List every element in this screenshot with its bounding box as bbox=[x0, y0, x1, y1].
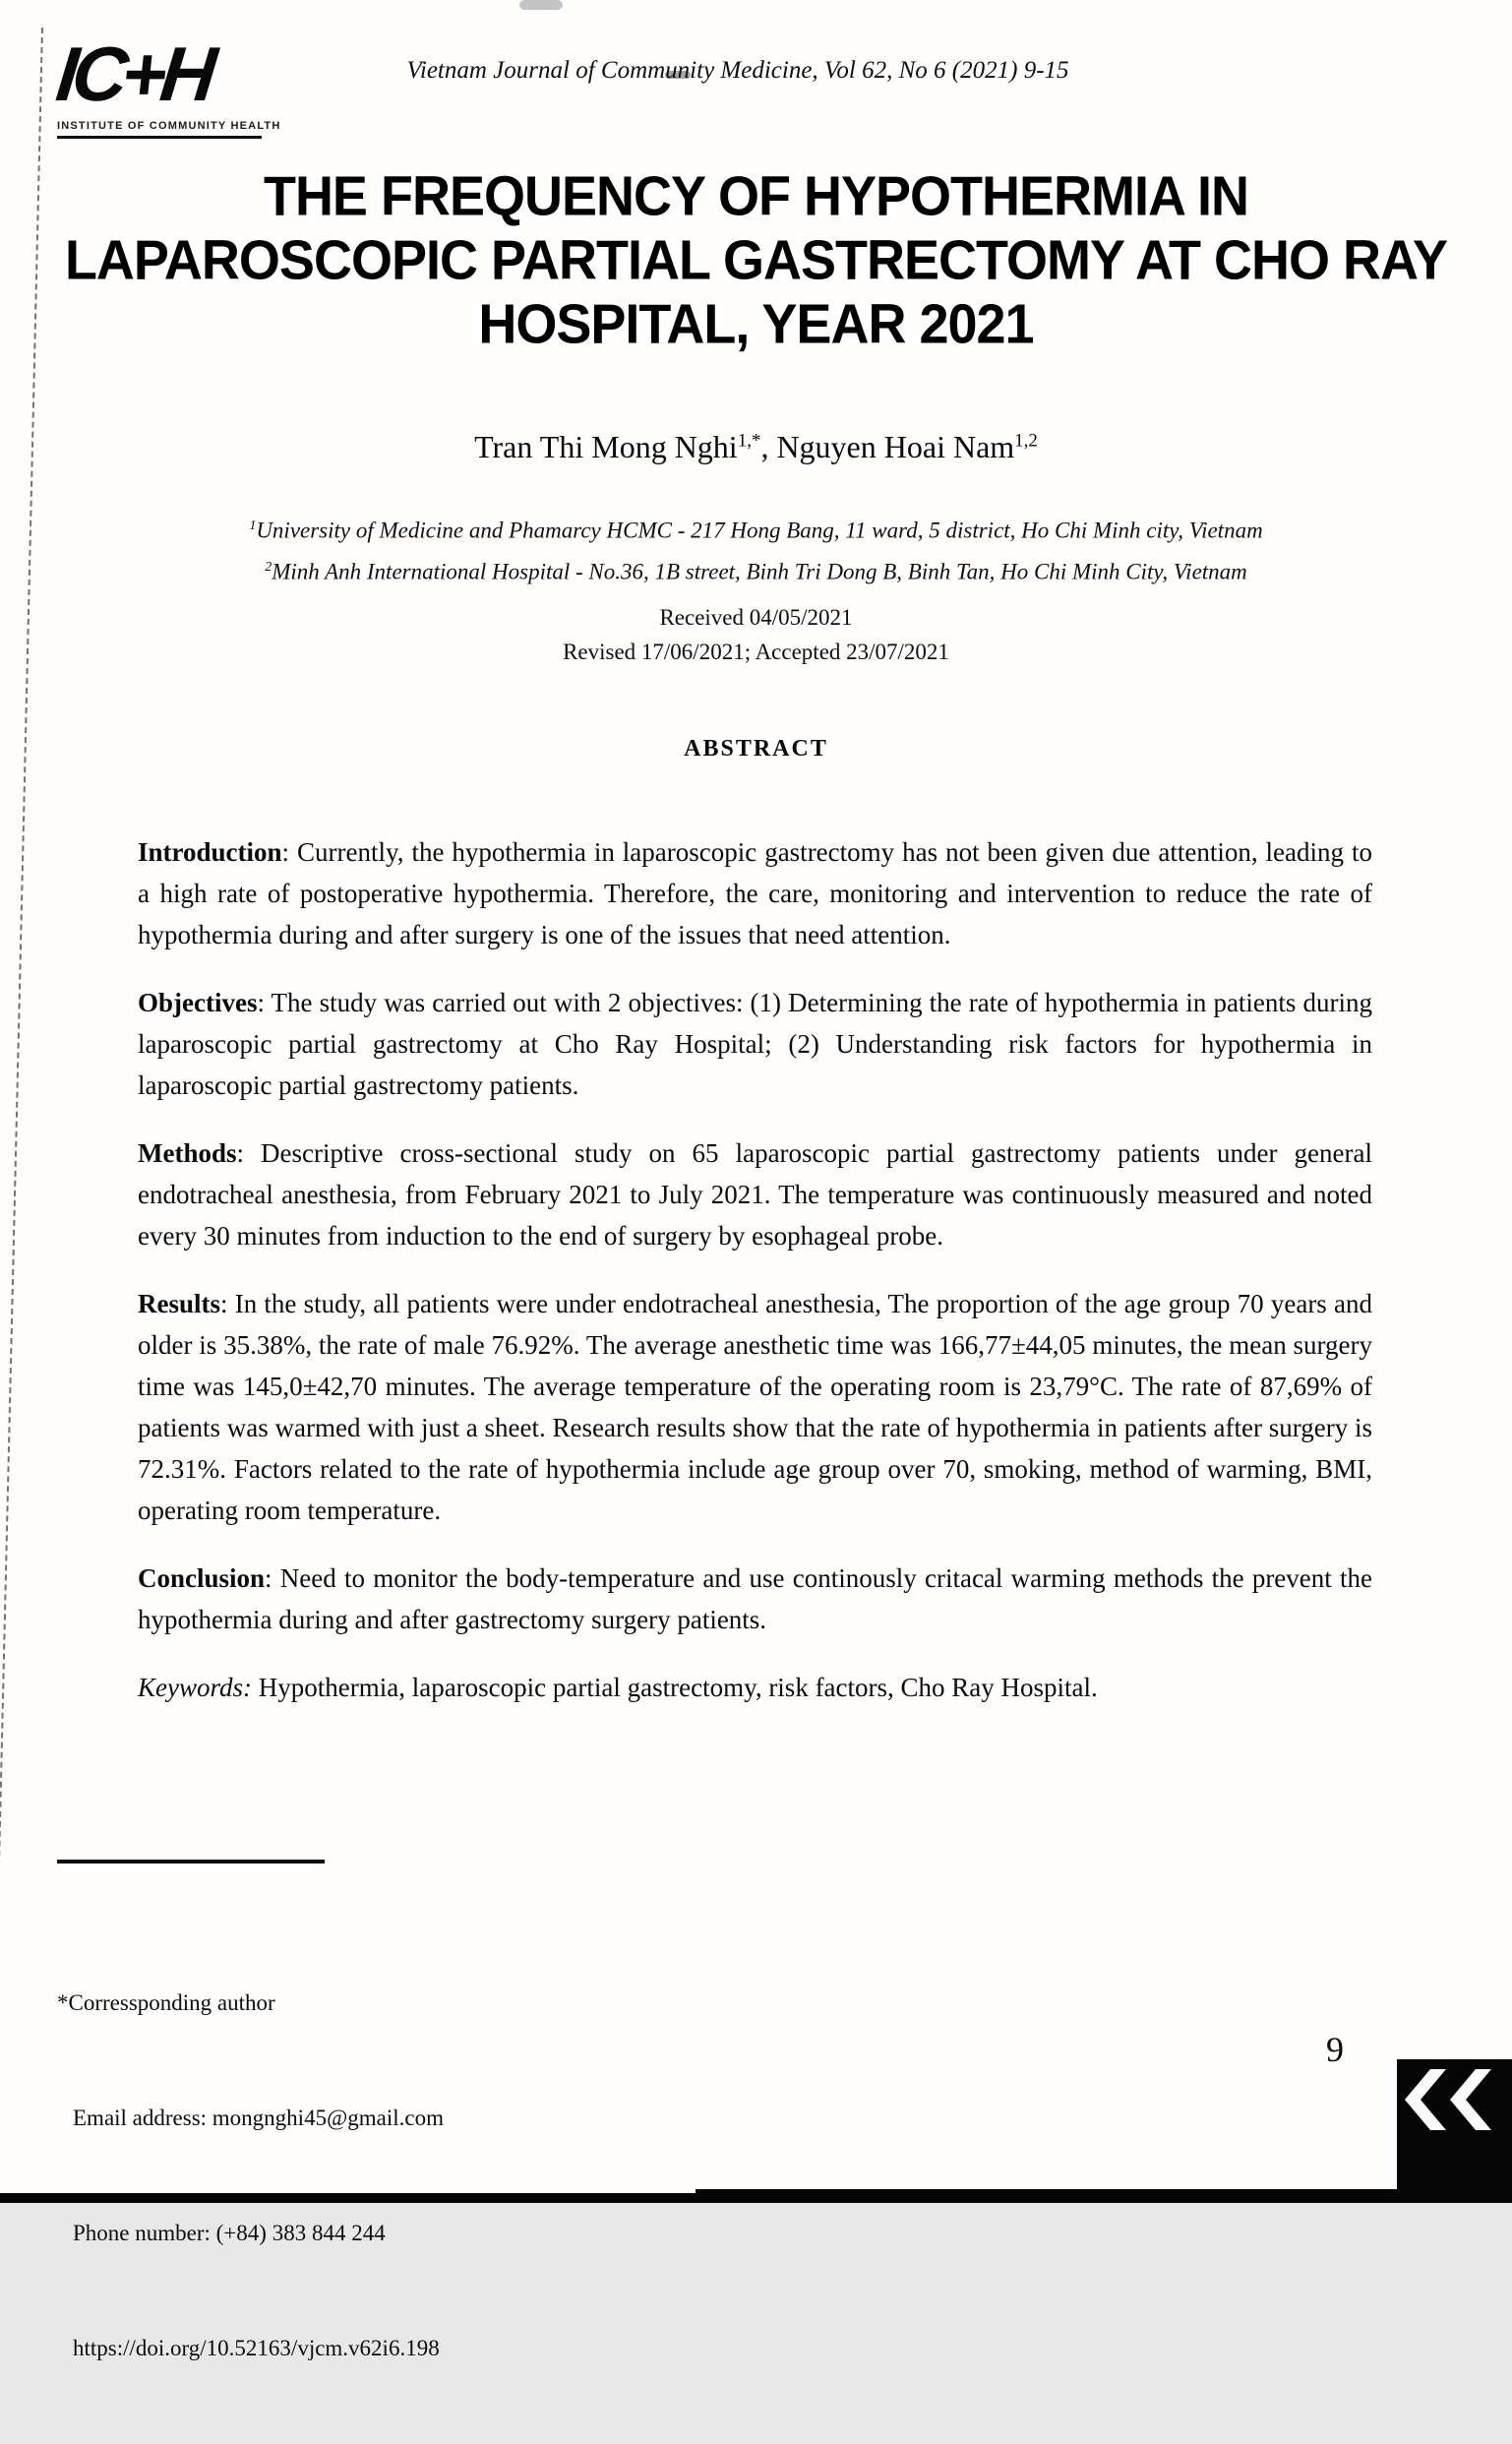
section-introduction-label: Introduction bbox=[138, 837, 282, 867]
author-2-superscript: 1,2 bbox=[1014, 430, 1038, 452]
email-note: Email address: mongnghi45@gmail.com bbox=[73, 2106, 444, 2130]
journal-logo bbox=[52, 31, 303, 139]
footnote-rule bbox=[57, 1860, 325, 1864]
corner-nav-box bbox=[1397, 2059, 1512, 2189]
chevrons-left-icon bbox=[1405, 2065, 1507, 2138]
section-methods-label: Methods bbox=[138, 1138, 237, 1168]
page-number: 9 bbox=[1326, 2030, 1344, 2069]
article-dates bbox=[0, 600, 1512, 669]
logo-underline bbox=[57, 136, 262, 139]
section-objectives-label: Objectives bbox=[138, 988, 258, 1017]
scan-smudge bbox=[519, 0, 563, 10]
page-bottom-bar bbox=[0, 2193, 1512, 2203]
affiliation-1 bbox=[0, 508, 1512, 549]
authors-line bbox=[0, 429, 1512, 465]
keywords-label: Keywords: bbox=[138, 1673, 252, 1702]
keywords-line bbox=[138, 1667, 1372, 1708]
affiliation-2-text: Minh Anh International Hospital - No.36, 1B street, Binh Tri Dong B, Binh Tan, Ho Chi Minh City, Vietnam bbox=[272, 559, 1247, 584]
section-introduction bbox=[138, 831, 1372, 955]
author-2: Nguyen Hoai Nam bbox=[776, 429, 1015, 464]
running-head: Vietnam Journal of Community Medicine, Vol 62, No 6 (2021) 9-15 bbox=[406, 57, 1069, 84]
section-objectives-text: : The study was carried out with 2 objectives: (1) Determining the rate of hypothermia in patients during laparoscopic partial gastrectomy at Cho Ray Hospital; (2) Understanding risk factors for hypothermia in laparoscopic partial gastrectomy patients. bbox=[138, 988, 1372, 1100]
section-conclusion-text: : Need to monitor the body-temperature and use continously critacal warming methods the prevent the hypothermia during and after gastrectomy surgery patients. bbox=[138, 1563, 1372, 1634]
affiliation-2-superscript: 2 bbox=[265, 559, 272, 575]
keywords-text: Hypothermia, laparoscopic partial gastrectomy, risk factors, Cho Ray Hospital. bbox=[252, 1673, 1098, 1702]
corresponding-author-note: *Corressponding author bbox=[57, 1990, 275, 2015]
affiliation-2 bbox=[0, 549, 1512, 590]
section-objectives bbox=[138, 982, 1372, 1106]
title-line-3: HOSPITAL, YEAR 2021 bbox=[478, 293, 1034, 356]
page-bottom-bar-thick bbox=[696, 2189, 1512, 2203]
article-title bbox=[0, 165, 1512, 357]
section-results bbox=[138, 1283, 1372, 1531]
section-results-label: Results bbox=[138, 1289, 221, 1318]
abstract-body bbox=[138, 831, 1372, 1735]
abstract-heading: ABSTRACT bbox=[684, 736, 828, 762]
section-results-text: : In the study, all patients were under endotracheal anesthesia, The proportion of the age group 70 years and older is 35.38%, the rate of male 76.92%. The average anesthetic time was 166,77±44,05 minutes, the mean surgery time was 145,0±42,70 minutes. The average temperature of the operating room is 23,79°C. The rate of 87,69% of patients was warmed with just a sheet. Research results show that the rate of hypothermia in patients after surgery is 72.31%. Factors related to the rate of hypothermia include age group over 70, smoking, method of warming, BMI, operating room temperature. bbox=[138, 1289, 1372, 1525]
logo-subtext: INSTITUTE OF COMMUNITY HEALTH bbox=[57, 120, 281, 132]
author-1: Tran Thi Mong Nghi bbox=[474, 429, 738, 464]
author-separator: , bbox=[760, 429, 777, 464]
received-date: Received 04/05/2021 bbox=[659, 605, 853, 630]
title-line-2: LAPAROSCOPIC PARTIAL GASTRECTOMY AT CHO RAY bbox=[64, 229, 1448, 292]
section-introduction-text: : Currently, the hypothermia in laparoscopic gastrectomy has not been given due attention, leading to a high rate of postoperative hypothermia. Therefore, the care, monitoring and intervention to reduce the rate of hypothermia during and after surgery is one of the issues that need attention. bbox=[138, 837, 1372, 949]
section-conclusion bbox=[138, 1558, 1372, 1640]
affiliation-1-text: University of Medicine and Phamarcy HCMC - 217 Hong Bang, 11 ward, 5 district, Ho Chi Minh city, Vietnam bbox=[256, 518, 1263, 543]
affiliations bbox=[0, 508, 1512, 589]
section-methods bbox=[138, 1132, 1372, 1256]
phone-note: Phone number: (+84) 383 844 244 bbox=[73, 2221, 386, 2245]
section-methods-text: : Descriptive cross-sectional study on 65 laparoscopic partial gastrectomy patients under general endotracheal anesthesia, from February 2021 to July 2021. The temperature was continuously measured and noted every 30 minutes from induction to the end of surgery by esophageal probe. bbox=[138, 1138, 1372, 1251]
footnote-block bbox=[57, 1907, 444, 2444]
author-1-superscript: 1,* bbox=[737, 430, 761, 452]
revised-accepted-date: Revised 17/06/2021; Accepted 23/07/2021 bbox=[563, 640, 949, 664]
section-conclusion-label: Conclusion bbox=[138, 1563, 266, 1593]
title-line-1: THE FREQUENCY OF HYPOTHERMIA IN bbox=[263, 165, 1249, 228]
ich-logo-icon: IC+H bbox=[52, 31, 215, 117]
affiliation-1-superscript: 1 bbox=[249, 519, 257, 533]
doi-link: https://doi.org/10.52163/vjcm.v62i6.198 bbox=[73, 2336, 440, 2360]
